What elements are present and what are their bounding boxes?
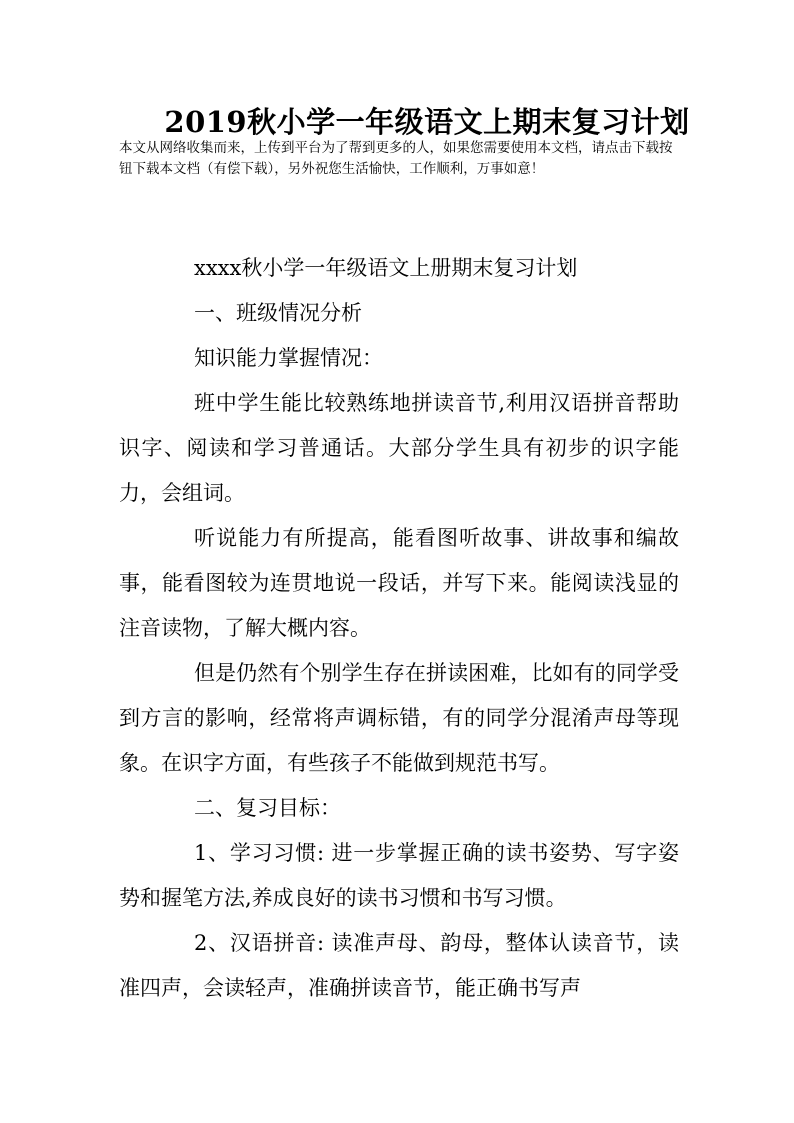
section-heading-review-goals: 二、复习目标： bbox=[194, 796, 341, 820]
body-paragraph: 1、学习习惯: 进一步掌握正确的读书姿势、写字姿势和握笔方法,养成良好的读书习惯和书写习惯。 bbox=[119, 841, 679, 910]
document-body bbox=[119, 246, 679, 1011]
section-heading-class-analysis: 一、班级情况分析 bbox=[194, 301, 362, 325]
download-notice: 本文从网络收集而来，上传到平台为了帮到更多的人，如果您需要使用本文档，请点击下载按钮下载本文档（有偿下载），另外祝您生活愉快，工作顺利，万事如意！ bbox=[119, 140, 673, 177]
subheading-knowledge: 知识能力掌握情况： bbox=[194, 346, 383, 370]
body-paragraph: 2、汉语拼音: 读准声母、韵母，整体认读音节，读准四声，会读轻声，准确拼读音节，能正确书写声 bbox=[119, 931, 679, 1000]
body-paragraph: 但是仍然有个别学生存在拼读困难，比如有的同学受到方言的影响，经常将声调标错，有的同学分混淆声母等现象。在识字方面，有些孩子不能做到规范书写。 bbox=[119, 661, 679, 775]
body-paragraph: 班中学生能比较熟练地拼读音节,利用汉语拼音帮助识字、阅读和学习普通话。大部分学生具有初步的识字能力，会组词。 bbox=[119, 391, 679, 505]
subtitle-paragraph: xxxx秋小学一年级语文上册期末复习计划 bbox=[194, 256, 578, 280]
body-paragraph: 听说能力有所提高，能看图听故事、讲故事和编故事，能看图较为连贯地说一段话，并写下来。能阅读浅显的注音读物，了解大概内容。 bbox=[119, 526, 679, 640]
document-title: 2019秋小学一年级语文上期末复习计划 bbox=[164, 105, 690, 139]
